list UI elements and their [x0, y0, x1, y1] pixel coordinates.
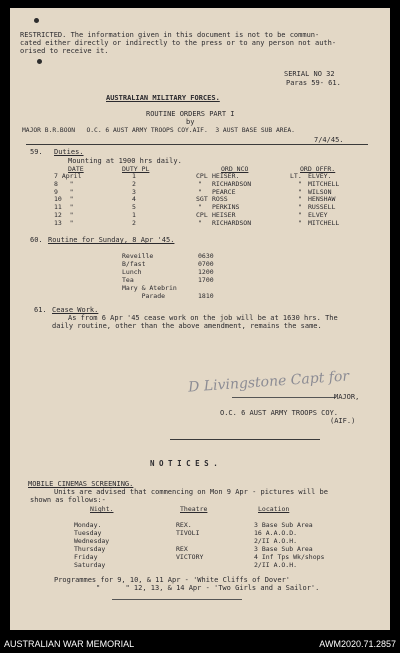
para-number: 60. [30, 236, 43, 244]
archive-footer [0, 634, 400, 653]
org-title: AUSTRALIAN MILITARY FORCES. [106, 94, 220, 102]
nco-rank: " [198, 179, 202, 188]
officer-name: WILSON [308, 187, 332, 196]
routine-time: 0630 [198, 252, 214, 260]
punch-hole-icon [37, 59, 42, 64]
commander-line: MAJOR B.R.BOON O.C. 6 AUST ARMY TROOPS COY.AIF. 3 AUST BASE SUB AREA. [22, 127, 295, 134]
para-body-line: As from 6 Apr '45 cease work on the job will be at 1630 hrs. The [68, 314, 338, 322]
cinema-title: MOBILE CINEMAS SCREENING. [28, 480, 134, 488]
cinema-location: 3 Base Sub Area [254, 521, 313, 529]
column-header: Night. [90, 505, 114, 513]
duties-intro: Mounting at 1900 hrs daily. [68, 157, 182, 165]
duty-platoon: 4 [132, 195, 136, 204]
archive-source: AUSTRALIAN WAR MEMORIAL [4, 639, 135, 649]
cinema-intro-line: Units are advised that commencing on Mon 9 Apr - pictures will be [54, 488, 328, 496]
table-row [10, 195, 390, 203]
table-row [10, 203, 390, 211]
restriction-line: RESTRICTED. The information given in this document is not to be commun- [20, 31, 320, 39]
para-number: 59. [30, 148, 43, 156]
routine-time: 1200 [198, 268, 214, 276]
para-title: Cease Work. [52, 306, 99, 314]
cinema-location: 2/II A.O.H. [254, 561, 298, 569]
officer-name: ELVEY [308, 211, 328, 219]
punch-hole-icon [34, 18, 39, 23]
routine-label: B/fast [122, 260, 146, 268]
table-row [10, 537, 390, 545]
cinema-night: Monday. [74, 521, 102, 529]
paras-range: Paras 59- 61. [286, 79, 341, 87]
column-header: ORD OFFR. [300, 165, 336, 173]
signatory-unit: O.C. 6 AUST ARMY TROOPS COY. [220, 409, 339, 417]
table-row [10, 545, 390, 553]
list-item [10, 284, 390, 292]
nco-rank: SGT [196, 195, 208, 204]
column-header: DUTY PL [122, 165, 150, 173]
officer-rank: " [298, 187, 302, 196]
duty-platoon: 1 [132, 211, 136, 219]
cinema-night: Thursday [74, 545, 106, 553]
cinema-theatre: VICTORY [176, 553, 204, 561]
duty-date: 9 " [54, 187, 74, 196]
orders-by: by [186, 118, 195, 126]
cinema-location: 2/II A.O.H. [254, 537, 298, 545]
restriction-line: orised to receive it. [20, 47, 109, 55]
nco-rank: " [198, 203, 202, 212]
notices-title: N O T I C E S . [150, 459, 218, 468]
para-body-line: daily routine, other than the above amendment, remains the same. [52, 322, 322, 330]
routine-label: Reveille [122, 252, 154, 260]
para-title: Routine for Sunday, 8 Apr '45. [48, 236, 175, 244]
cinema-table-header [10, 505, 390, 513]
routine-label: Parade [122, 292, 166, 300]
table-row [10, 561, 390, 569]
list-item [10, 292, 390, 300]
cinema-night: Friday [74, 553, 98, 561]
column-header: Location [258, 505, 290, 513]
signatory-aif: (AIF.) [330, 417, 356, 425]
table-row [10, 219, 390, 227]
para-number: 61. [34, 306, 47, 314]
order-date: 7/4/45. [314, 136, 344, 144]
duty-platoon: 2 [132, 218, 136, 227]
officer-name: MITCHELL [308, 218, 340, 227]
archive-accession: AWM2020.71.2857 [319, 639, 396, 649]
cinema-night: Wednesday [74, 537, 110, 545]
nco-name: RICHARDSON [212, 218, 252, 227]
signature: D Livingstone Capt for [187, 368, 350, 396]
duty-date: 12 " [54, 211, 74, 219]
cinema-theatre: TIVOLI [176, 529, 200, 537]
table-row [10, 211, 390, 219]
nco-rank: CPL [196, 172, 208, 180]
duty-platoon: 1 [132, 172, 136, 180]
duty-platoon: 5 [132, 203, 136, 212]
list-item [10, 276, 390, 284]
duty-date: 8 " [54, 179, 74, 188]
nco-rank: CPL [196, 211, 208, 219]
closing-divider [112, 599, 242, 600]
cinema-night: Saturday [74, 561, 106, 569]
cinema-night: Tuesday [74, 529, 102, 537]
officer-name: HENSHAW [308, 195, 336, 204]
list-item [10, 268, 390, 276]
nco-name: HEISER. [212, 172, 240, 180]
routine-label: Mary & Atebrin [122, 284, 177, 292]
officer-rank: " [298, 203, 302, 212]
duty-platoon: 2 [132, 179, 136, 188]
cinema-location: 4 Inf Tps Wk/shops [254, 553, 325, 561]
programme-line: " " 12, 13, & 14 Apr - 'Two Girls and a Sailor'. [96, 584, 320, 592]
routine-time: 1700 [198, 276, 214, 284]
duty-date: 11 " [54, 203, 74, 212]
section-divider [170, 439, 320, 440]
nco-name: RICHARDSON [212, 179, 252, 188]
routine-time: 0700 [198, 260, 214, 268]
officer-rank: LT. [290, 172, 302, 180]
officer-rank: " [298, 179, 302, 188]
restriction-line: cated either directly or indirectly to the press or to any person not auth- [20, 39, 337, 47]
list-item [10, 252, 390, 260]
table-row [10, 188, 390, 196]
officer-rank: " [298, 195, 302, 204]
cinema-location: 3 Base Sub Area [254, 545, 313, 553]
signature-line [232, 397, 336, 398]
column-header: Theatre [180, 505, 208, 513]
serial-number: SERIAL NO 32 [284, 70, 335, 78]
officer-name: RUSSELL [308, 203, 336, 212]
header-divider [26, 144, 368, 145]
orders-title: ROUTINE ORDERS PART I [146, 110, 235, 118]
duty-date: 7 April [54, 172, 82, 180]
nco-rank: " [198, 218, 202, 227]
column-header: ORD NCO [221, 165, 249, 173]
table-row [10, 521, 390, 529]
officer-name: ELVEY. [308, 172, 332, 180]
officer-rank: " [298, 218, 302, 227]
duty-platoon: 3 [132, 187, 136, 196]
cinema-theatre: REX. [176, 521, 192, 529]
duty-date: 10 " [54, 195, 74, 204]
routine-time: 1810 [198, 292, 214, 300]
list-item [10, 260, 390, 268]
cinema-intro-line: shown as follows:- [30, 496, 106, 504]
duty-date: 13 " [54, 218, 74, 227]
routine-label: Lunch [122, 268, 142, 276]
nco-name: PERKINS [212, 203, 240, 212]
nco-name: PEARCE [212, 187, 236, 196]
table-row [10, 553, 390, 561]
programme-line: Programmes for 9, 10, & 11 Apr - 'White Cliffs of Dover' [54, 576, 291, 584]
table-row [10, 172, 390, 180]
document-page [10, 8, 390, 630]
table-row [10, 529, 390, 537]
nco-rank: " [198, 187, 202, 196]
cinema-theatre: REX [176, 545, 188, 553]
nco-name: ROSS [212, 195, 228, 204]
officer-rank: " [298, 211, 302, 219]
signatory-rank: MAJOR, [334, 393, 360, 401]
column-header: DATE [68, 165, 84, 173]
cinema-location: 16 A.A.O.D. [254, 529, 298, 537]
table-row [10, 180, 390, 188]
officer-name: MITCHELL [308, 179, 340, 188]
para-title: Duties. [54, 148, 84, 156]
nco-name: HEISER [212, 211, 236, 219]
routine-label: Tea [122, 276, 134, 284]
